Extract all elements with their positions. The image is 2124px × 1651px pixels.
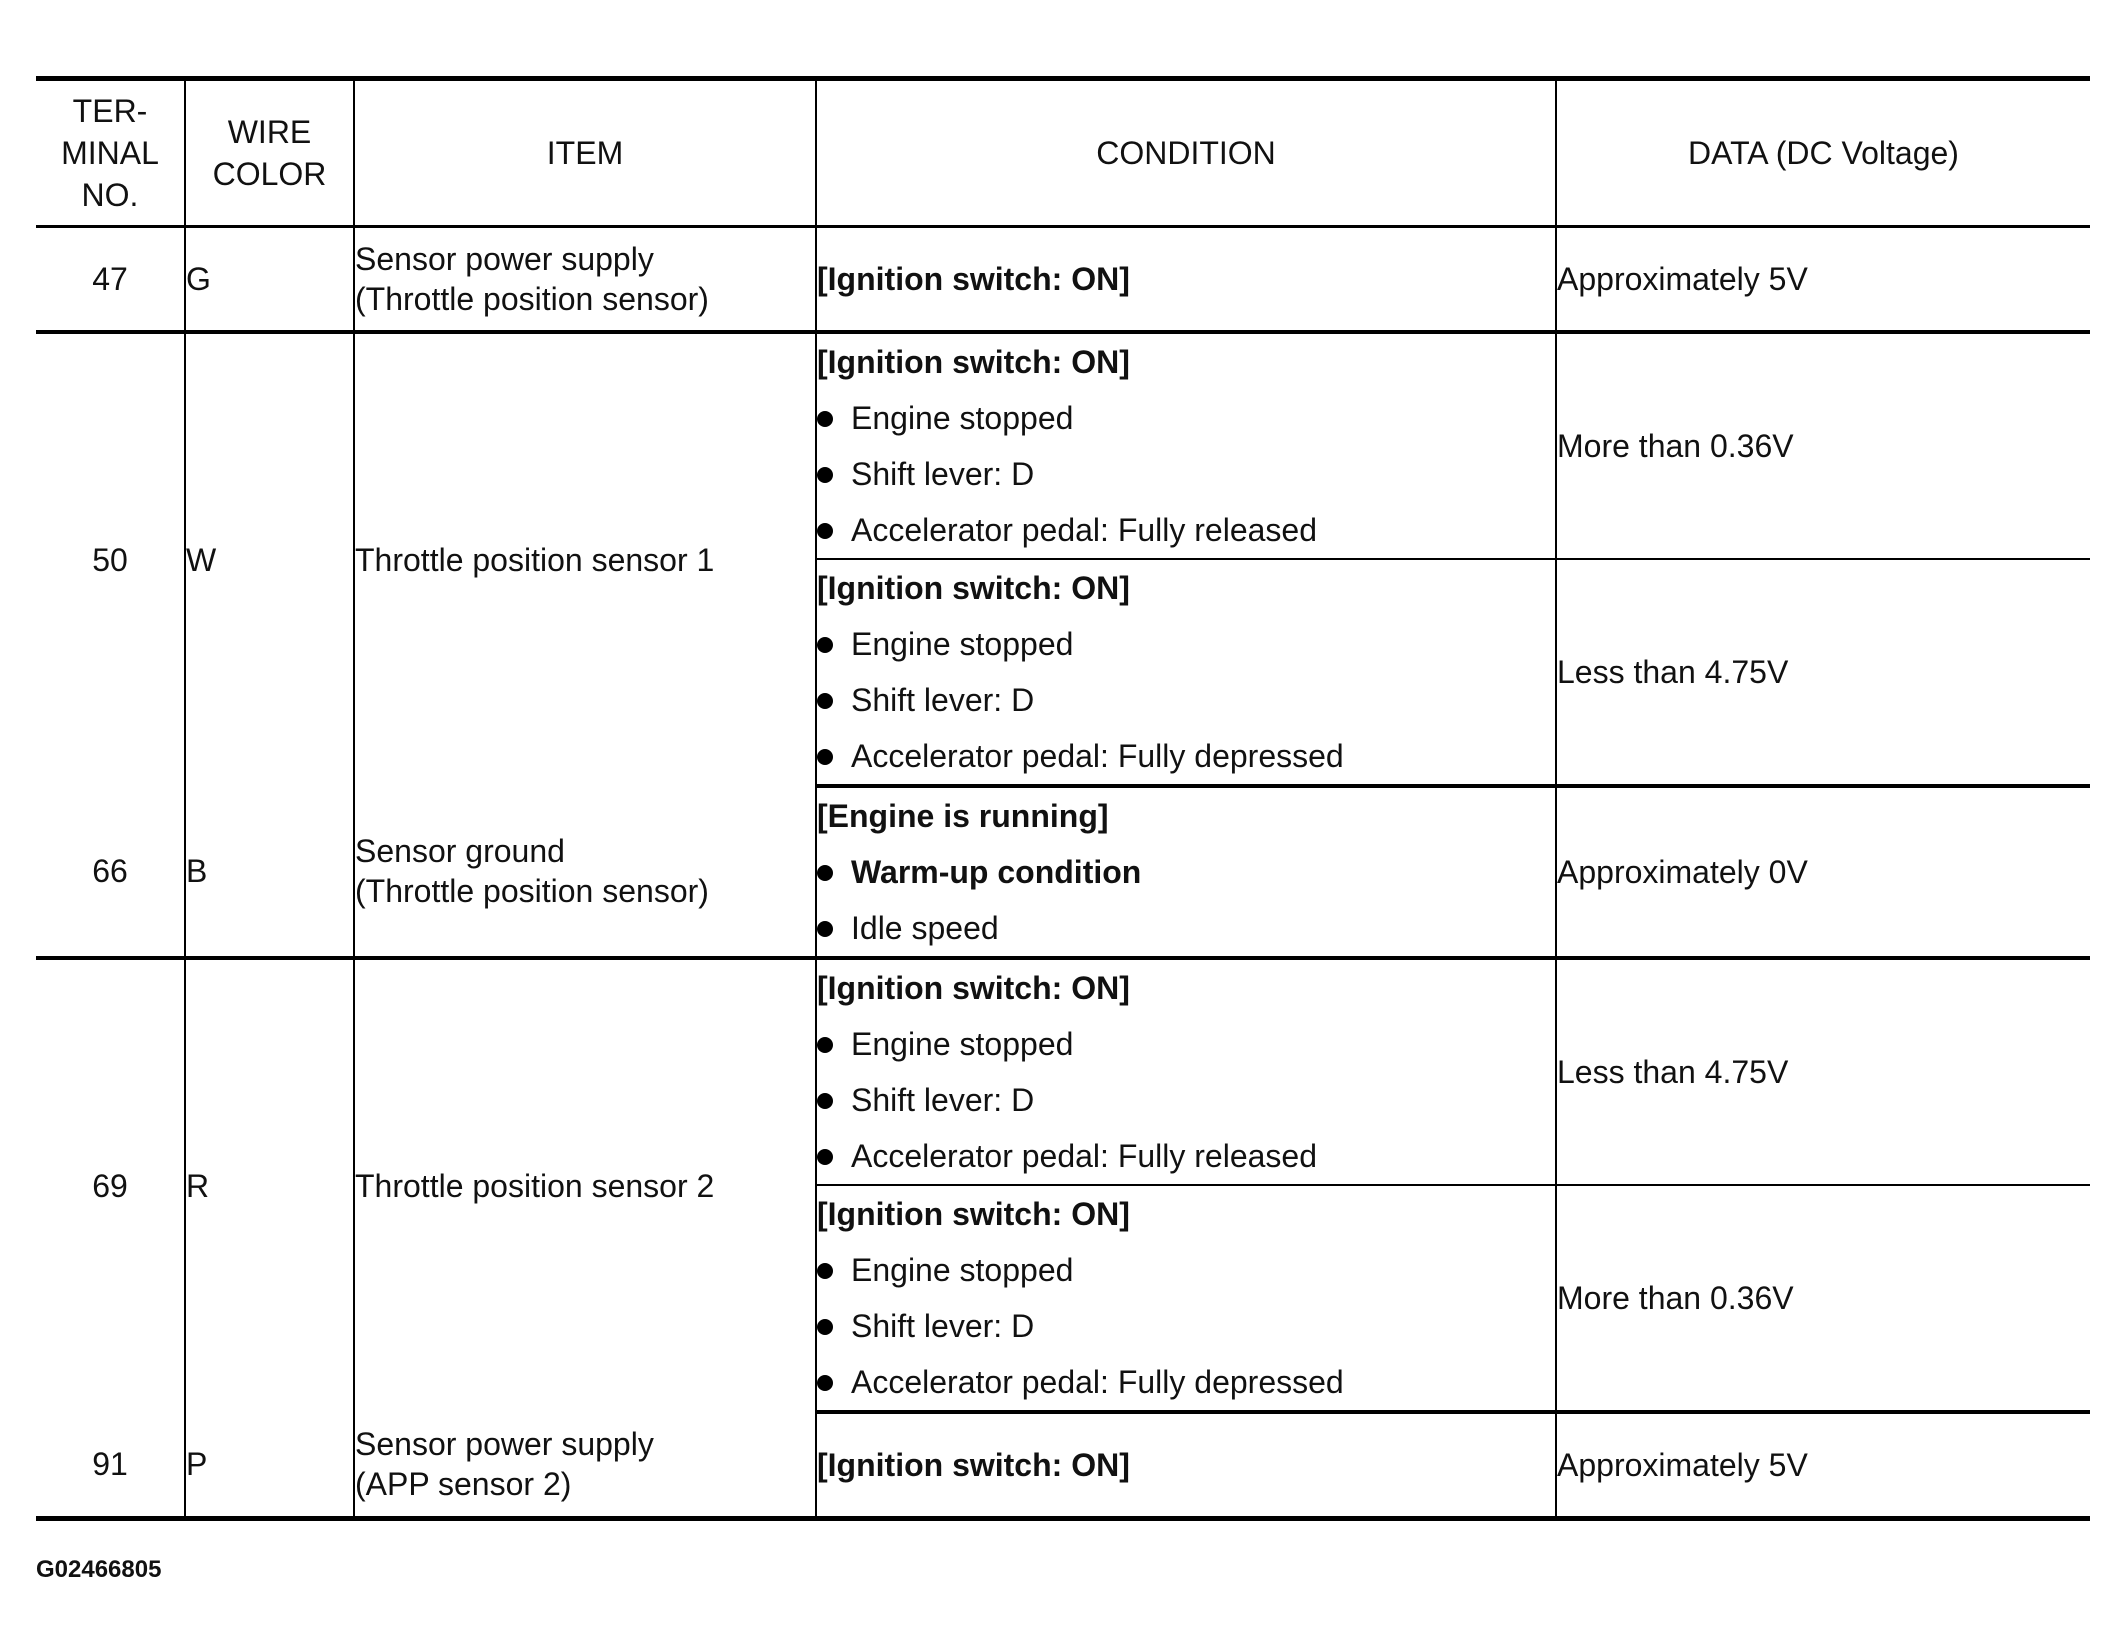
wire-color: G: [185, 227, 354, 333]
item-description: [354, 958, 816, 1412]
table-row: [36, 958, 2090, 1185]
condition-bullet-text: Shift lever: D: [851, 456, 1035, 492]
condition-cell: [816, 958, 1556, 1185]
condition-bullet-text: Warm-up condition: [851, 854, 1142, 890]
condition-bullet: [817, 1242, 1555, 1298]
condition-cell: [816, 227, 1556, 333]
table-body: [36, 227, 2090, 1519]
condition-bullet: [817, 446, 1555, 502]
wire-color: W: [185, 332, 354, 786]
condition-bullet-text: Engine stopped: [851, 1026, 1074, 1062]
condition-bullet: [817, 672, 1555, 728]
item-line: Sensor power supply: [355, 1426, 654, 1462]
condition-header: [Engine is running]: [817, 798, 1109, 834]
bullet-dot-icon: [817, 1263, 833, 1279]
data-voltage: Less than 4.75V: [1556, 559, 2090, 786]
item-line: Sensor power supply: [355, 241, 654, 277]
wire-color: R: [185, 958, 354, 1412]
table-row: [36, 1412, 2090, 1519]
item-line: Throttle position sensor 1: [355, 542, 715, 578]
bullet-dot-icon: [817, 467, 833, 483]
header-data: DATA (DC Voltage): [1556, 79, 2090, 227]
bullet-dot-icon: [817, 523, 833, 539]
condition-header: [Ignition switch: ON]: [817, 1447, 1130, 1483]
item-line: Throttle position sensor 2: [355, 1168, 715, 1204]
header-condition: CONDITION: [816, 79, 1556, 227]
terminal-number: 47: [36, 227, 185, 333]
condition-cell: [816, 1185, 1556, 1412]
bullet-dot-icon: [817, 1093, 833, 1109]
condition-bullet-text: Shift lever: D: [851, 682, 1035, 718]
condition-bullet: [817, 390, 1555, 446]
item-line: Sensor ground: [355, 833, 565, 869]
wire-color: P: [185, 1412, 354, 1519]
header-terminal-line-2: MINAL: [61, 135, 159, 171]
condition-header: [Ignition switch: ON]: [817, 1196, 1130, 1232]
header-terminal-no: [36, 79, 185, 227]
terminal-number: 69: [36, 958, 185, 1412]
figure-id: G02466805: [36, 1556, 162, 1583]
condition-bullet: [817, 900, 1555, 956]
header-wire-line-1: WIRE: [227, 114, 312, 150]
bullet-dot-icon: [817, 749, 833, 765]
wire-color: B: [185, 786, 354, 958]
bullet-dot-icon: [817, 921, 833, 937]
terminal-number: 66: [36, 786, 185, 958]
condition-bullet-text: Engine stopped: [851, 626, 1074, 662]
item-description: [354, 332, 816, 786]
terminal-data-table-wrapper: [36, 76, 2090, 1521]
condition-bullet-text: Accelerator pedal: Fully released: [851, 512, 1318, 548]
condition-bullet: [817, 1016, 1555, 1072]
item-line: (Throttle position sensor): [355, 873, 709, 909]
data-voltage: Less than 4.75V: [1556, 958, 2090, 1185]
header-item: ITEM: [354, 79, 816, 227]
data-voltage: Approximately 5V: [1556, 227, 2090, 333]
condition-header: [Ignition switch: ON]: [817, 261, 1130, 297]
condition-bullet-text: Engine stopped: [851, 400, 1074, 436]
bullet-dot-icon: [817, 411, 833, 427]
condition-bullet: [817, 728, 1555, 784]
condition-bullet-text: Engine stopped: [851, 1252, 1074, 1288]
condition-cell: [816, 1412, 1556, 1519]
table-header: [36, 79, 2090, 227]
header-terminal-line-1: TER-: [72, 93, 148, 129]
condition-bullet-text: Accelerator pedal: Fully depressed: [851, 1364, 1344, 1400]
data-voltage: More than 0.36V: [1556, 1185, 2090, 1412]
condition-bullet-text: Accelerator pedal: Fully released: [851, 1138, 1318, 1174]
bullet-dot-icon: [817, 1037, 833, 1053]
condition-bullet-text: Shift lever: D: [851, 1308, 1035, 1344]
condition-bullet: [817, 616, 1555, 672]
condition-bullet: [817, 1128, 1555, 1184]
condition-bullet-text: Idle speed: [851, 910, 999, 946]
condition-cell: [816, 332, 1556, 559]
bullet-dot-icon: [817, 1149, 833, 1165]
data-voltage: Approximately 5V: [1556, 1412, 2090, 1519]
header-wire-color: [185, 79, 354, 227]
item-description: [354, 227, 816, 333]
item-description: [354, 1412, 816, 1519]
item-line: (APP sensor 2): [355, 1466, 572, 1502]
header-wire-line-2: COLOR: [212, 156, 327, 192]
item-description: [354, 786, 816, 958]
terminal-number: 50: [36, 332, 185, 786]
bullet-dot-icon: [817, 1375, 833, 1391]
condition-bullet: [817, 1298, 1555, 1354]
condition-bullet: [817, 502, 1555, 558]
bullet-dot-icon: [817, 865, 833, 881]
table-row: [36, 786, 2090, 958]
terminal-data-table: [36, 76, 2090, 1521]
condition-bullet-text: Accelerator pedal: Fully depressed: [851, 738, 1344, 774]
condition-header: [Ignition switch: ON]: [817, 970, 1130, 1006]
condition-header: [Ignition switch: ON]: [817, 344, 1130, 380]
item-line: (Throttle position sensor): [355, 281, 709, 317]
bullet-dot-icon: [817, 637, 833, 653]
bullet-dot-icon: [817, 693, 833, 709]
condition-bullet: [817, 1354, 1555, 1410]
data-voltage: Approximately 0V: [1556, 786, 2090, 958]
bullet-dot-icon: [817, 1319, 833, 1335]
table-row: [36, 227, 2090, 333]
condition-bullet-text: Shift lever: D: [851, 1082, 1035, 1118]
header-terminal-line-3: NO.: [81, 177, 139, 213]
data-voltage: More than 0.36V: [1556, 332, 2090, 559]
condition-bullet: [817, 844, 1555, 900]
condition-header: [Ignition switch: ON]: [817, 570, 1130, 606]
table-row: [36, 332, 2090, 559]
condition-bullet: [817, 1072, 1555, 1128]
terminal-number: 91: [36, 1412, 185, 1519]
condition-cell: [816, 786, 1556, 958]
condition-cell: [816, 559, 1556, 786]
